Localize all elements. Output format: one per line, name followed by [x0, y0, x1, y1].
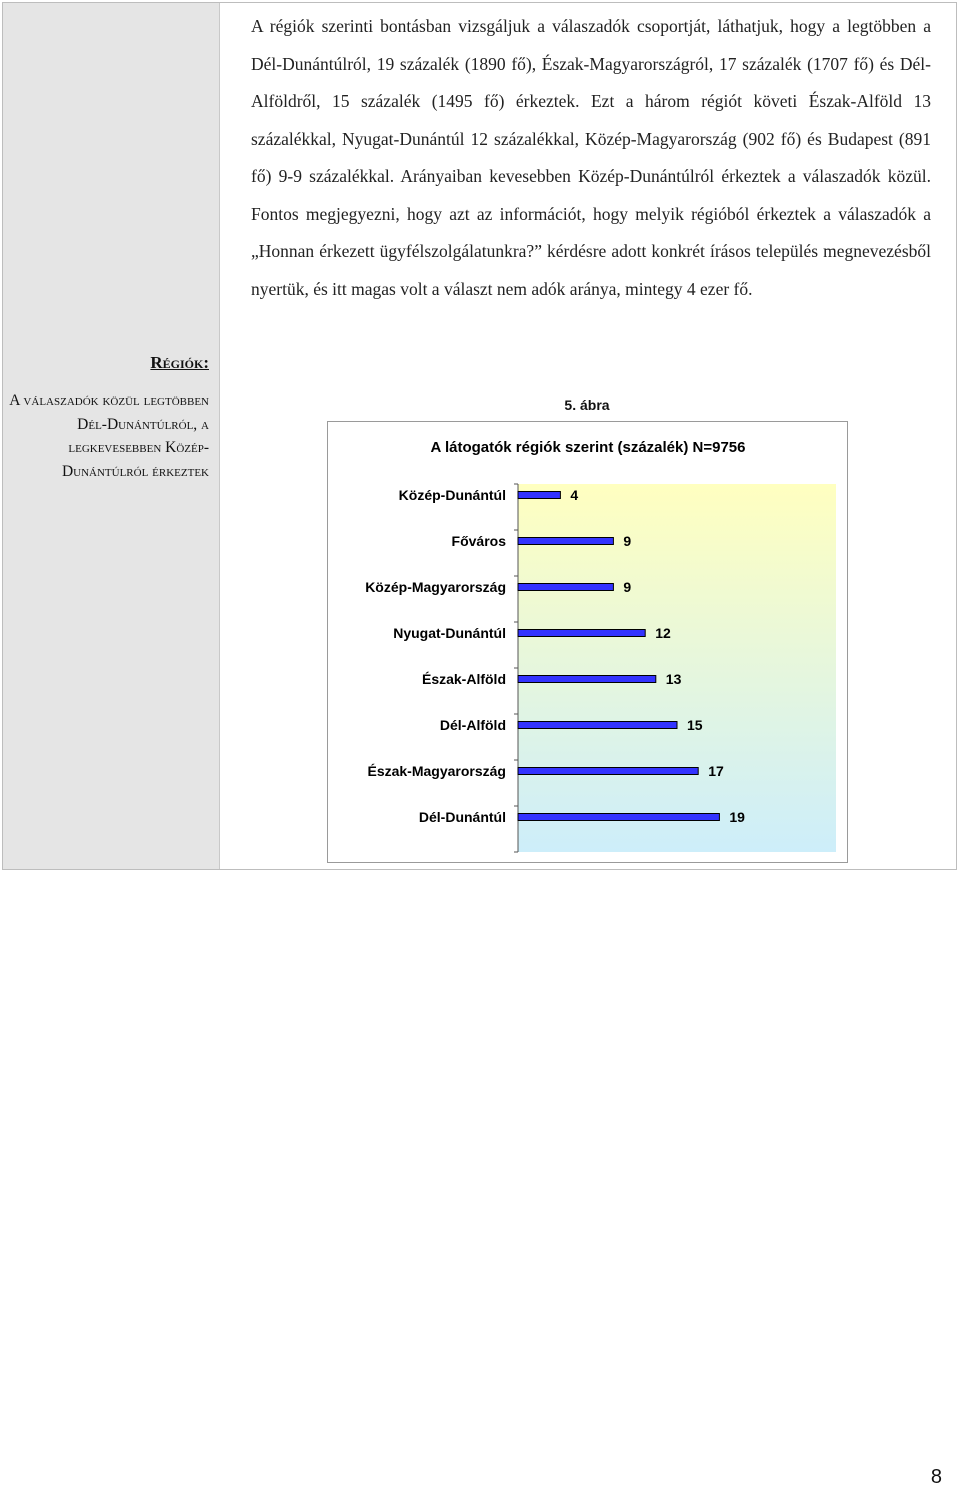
value-label: 4 — [570, 487, 579, 503]
body-paragraph: A régiók szerinti bontásban vizsgáljuk a válaszadók csoportját, láthatjuk, hogy a legtöbben a Dél-Dunántúlról, 19 százalék (1890 fő), Észak-Magyarországról, 17 százalék (1707 fő) és Dél-Alföldről, 15 százalék (1495 fő) érkeztek. Ezt a három régiót követi Észak-Alföld 13 százalékkal, Nyugat-Dunántúl 12 százalékkal, Közép-Magyarország (902 fő) és Budapest (891 fő) 9-9 százalékkal. Arányaiban kevesebben Közép-Dunántúlról érkeztek a válaszadók közül. Fontos megjegyezni, hogy azt az információt, hogy melyik régióból érkeztek a válaszadók a „Honnan érkezett ügyfélszolgálatunkra?” kérdésre adott konkrét írásos település megnevezésből nyertük, és itt magas volt a választ nem adók aránya, mintegy 4 ezer fő. — [251, 16, 931, 299]
category-label: Észak-Alföld — [421, 671, 506, 687]
category-label: Főváros — [451, 533, 506, 549]
bar — [518, 722, 677, 729]
chart-container — [327, 421, 848, 863]
value-label: 15 — [687, 717, 703, 733]
y-axis-ticks — [514, 484, 518, 852]
value-label: 12 — [655, 625, 671, 641]
sidebar-summary: A válaszadók közül legtöbben Dél-Dunántúlról, a legkevesebben Közép-Dunántúlról érkeztek — [9, 392, 209, 480]
value-label: 13 — [665, 671, 682, 687]
value-label: 9 — [623, 579, 632, 595]
sidebar-heading: Régiók: — [150, 353, 209, 372]
category-label: Dél-Dunántúl — [418, 809, 506, 825]
bar — [518, 768, 698, 775]
bar — [518, 814, 719, 821]
bar — [518, 492, 560, 499]
category-label: Közép-Dunántúl — [398, 487, 506, 503]
category-label: Dél-Alföld — [439, 717, 506, 733]
category-label: Közép-Magyarország — [365, 579, 506, 595]
category-label: Észak-Magyarország — [367, 763, 506, 779]
bar-chart — [328, 422, 847, 862]
value-label: 9 — [623, 533, 632, 549]
bar — [518, 676, 656, 683]
value-label: 17 — [708, 763, 724, 779]
sidebar — [3, 3, 220, 869]
bar — [518, 538, 613, 545]
category-label: Nyugat-Dunántúl — [393, 625, 506, 641]
bar — [518, 630, 645, 637]
figure-label: 5. ábra — [564, 397, 610, 413]
value-label: 19 — [729, 809, 745, 825]
page-number: 8 — [930, 1466, 942, 1488]
chart-title: A látogatók régiók szerint (százalék) N=9756 — [430, 439, 746, 456]
bar — [518, 584, 613, 591]
